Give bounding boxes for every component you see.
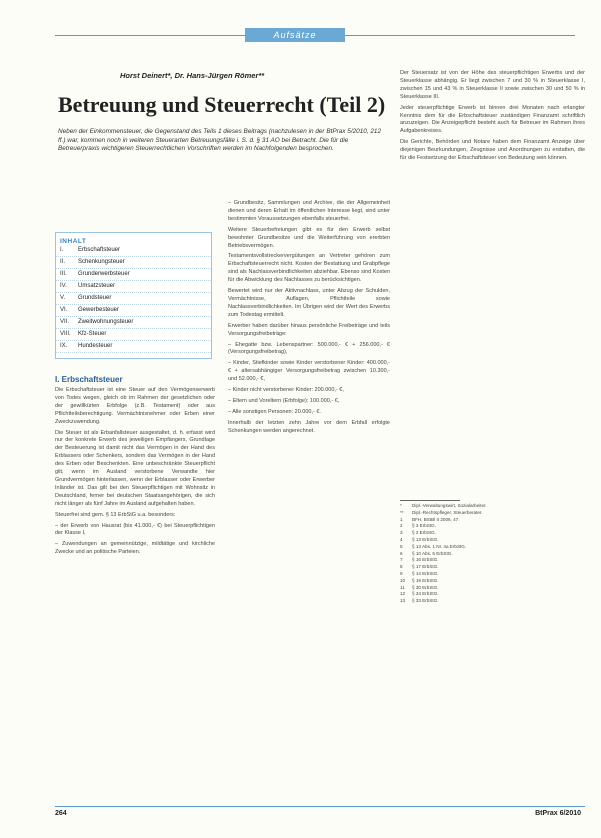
text-column-2 [228, 200, 390, 439]
paragraph: Jeder steuerpflichtige Erwerb ist binnen drei Monaten nach erlangter Kenntnis dem für die Erbschaftsteuer zuständigen Finanzamt schriftlich anzuzeigen. Die Anzeigepflicht besteht auch für Betreuer im Rahmen ihres Aufgabenkreises. [400, 104, 585, 135]
paragraph: Steuerfrei sind gem. § 13 ErbStG u.a. besonders: [55, 511, 176, 518]
footnote-text: § 10 Abs. 5 ErbStG. [412, 550, 453, 556]
toc-item [56, 305, 211, 317]
page-number: 264 [55, 810, 67, 817]
footnote-text: § 16 ErbStG. [412, 557, 439, 563]
toc-number: III. [60, 271, 67, 277]
toc-label: Zweitwohnungsteuer [78, 319, 134, 325]
paragraph: – Ehegatte bzw. Lebenspartner: 500.000,- € + 256.000,- € (Versorgungsfreibetrag), [228, 341, 390, 356]
paragraph: Der Steuersatz ist von der Höhe des steuerpflichtigen Erwerbs und der Steuerklasse abhängig. Er liegt zwischen 7 und 30 % in Steuerklasse I, zwischen 15 und 43 % in Steuerklasse II sowie zwischen 30 und 50 % in Steuerklasse III. [400, 70, 585, 100]
section-label: Aufsätze [245, 28, 345, 42]
footnote [400, 503, 585, 510]
footnote [400, 578, 585, 585]
lead-paragraph: Neben der Einkommensteuer, die Gegenstand des Teils 1 dieses Beitrags (nachzulesen in der BtPrax 5/2010, 212 ff.) war, kommen noch in weiteren Steuerarten Betreuungsfälle i. S. d. § 31 AO bei Betracht. Die für die Betreuerpraxis wichtigeren Steuerrechtlichen Vorschriften werden im Nachfolgenden besprochen. [58, 128, 382, 153]
toc-number: VIII. [60, 331, 71, 337]
toc-item [56, 341, 211, 353]
footnote-text: § 2 ErbStG. [412, 530, 437, 536]
authors: Horst Deinert*, Dr. Hans-Jürgen Römer** [120, 71, 265, 80]
footnote [400, 517, 585, 524]
paragraph: – Eltern und Voreltern (Erbfolge): 100.000,- €, [228, 397, 340, 404]
toc-item [56, 317, 211, 329]
text-column-3 [400, 70, 585, 166]
toc-label: Hundesteuer [78, 343, 113, 349]
footnote-number: 2 [400, 523, 403, 529]
toc-number: VII. [60, 319, 70, 325]
footnote [400, 571, 585, 578]
toc-item [56, 269, 211, 281]
footnote-rule [400, 500, 460, 501]
footnotes [400, 503, 585, 605]
footnote-text: § 33 ErbStG. [412, 598, 439, 604]
journal-name: BtPrax 6/2010 [535, 810, 581, 817]
footnote-number: 1 [400, 516, 403, 522]
footnote-text: § 17 ErbStG. [412, 564, 439, 570]
footnote-number: 6 [400, 550, 403, 556]
footnote-text: Dipl.-Verwaltungswirt, Sozialarbeiter. [412, 503, 487, 508]
paragraph: Die Erbschaftsteuer ist eine Steuer auf den Vermögenserwerb von Todes wegen, gleich ob im Rahmen der gesetzlichen oder der gewillkürten Erbfolge (z.B. Testament) oder aus Pflichtteilsberechtigung. Vermächtnisnehmer oder Erben einer Zweckzuwendung. [55, 387, 215, 425]
toc-label: Schenkungsteuer [78, 259, 125, 265]
paragraph: Innerhalb der letzten zehn Jahre vor dem Erbfall erfolgte Schenkungen werden angerechnet. [228, 419, 390, 434]
footnote-text: § 14 ErbStG. [412, 570, 439, 576]
footnote-number: 9 [400, 570, 403, 576]
toc-label: Grundsteuer [78, 295, 112, 301]
footnote [400, 544, 585, 551]
toc-item [56, 257, 211, 269]
footnote [400, 598, 585, 605]
paragraph: Bewertet wird nur der Aktivnachlass, unter Abzug der Schulden, Vermächtnisse, Auflagen, Pflichtteile sowie Nachlassverbindlichkeiten. Im Übrigen wird der Wert des Erwerbs zum Todestag ermittelt. [228, 288, 390, 318]
footnote [400, 591, 585, 598]
paragraph: – der Erwerb von Hausrat (bis 41.000,- €) bei Steuerpflichtigen der Klasse I, [55, 522, 215, 537]
toc-label: Umsatzsteuer [78, 283, 116, 289]
footnote [400, 551, 585, 558]
footnote-text: § 34 ErbStG. [412, 591, 439, 597]
footer-rule [55, 806, 585, 807]
section-heading: I. Erbschaftsteuer [55, 375, 123, 384]
text-column-1 [55, 387, 215, 560]
footnote-number: 12 [400, 591, 406, 597]
footnote [400, 564, 585, 571]
footnote [400, 510, 585, 517]
footnote-number: 11 [400, 584, 405, 590]
paragraph: – Alle sonstigen Personen: 20.000,- €. [228, 408, 321, 415]
footnote-number: 3 [400, 530, 403, 536]
toc-item [56, 293, 211, 305]
paragraph: – Zuwendungen an gemeinnützige, mildtätige und kirchliche Zwecke und an politische Parteien. [55, 541, 215, 556]
toc-number: IV. [60, 283, 67, 289]
footnote-number: 7 [400, 557, 403, 563]
footnote [400, 585, 585, 592]
footnote [400, 530, 585, 537]
toc-label: Kfz-Steuer [78, 331, 107, 337]
toc-label: Erbschaftsteuer [78, 247, 121, 253]
toc-number: II. [60, 259, 66, 265]
footnote-number: 5 [400, 543, 403, 549]
footnote-text: § 19 ErbStG. [412, 577, 439, 583]
toc-heading: INHALT [60, 238, 87, 245]
footnote-number: 8 [400, 564, 403, 570]
footnote-number: 4 [400, 536, 403, 542]
footnote-number: ** [400, 509, 404, 515]
toc-number: I. [60, 247, 64, 253]
toc-label: Gewerbesteuer [78, 307, 120, 313]
paragraph: Erwerber haben darüber hinaus persönliche Freibeträge und teils Versorgungsfreibeträge: [228, 322, 390, 337]
toc-number: V. [60, 295, 66, 301]
footnote [400, 523, 585, 530]
footnote-text: § 3 ErbStG. [412, 523, 437, 529]
footnote-number: 13 [400, 598, 406, 604]
toc-item [56, 329, 211, 341]
paragraph: Die Steuer ist als Erbanfallsteuer ausgestaltet, d. h. erfasst wird nur der konkrete Erwerb des jeweiligen Empfängers, Grundlage der Besteuerung ist damit nicht das Vermögen in der Hand des Erblassers oder Schenkers, sondern das Vermögen in der Hand des Erben oder Beschenkten. Eine unbeschränkte Steuerpflicht gilt, wenn im Ausland verstorbene Verwandte hier Grundvermögen hinterlassen, wenn der Erblasser oder Erwerber Inländer ist. Das gilt bei den Steuerpflichtigen mit Wohnsitz in Deutschland, ferner bei deutschen Staatsangehörigen, die sich nicht länger als fünf Jahre im Ausland aufgehalten haben. [55, 429, 215, 507]
paragraph: Testamentsvollstreckervergütungen an Vertreter gehören zum Erbschaftsteuerrecht nicht. Kosten der Bestattung und Grabpflege sind als Nachlassverbindlichkeiten abziehbar. Ebenso sind Kosten für die Abwicklung des Nachlasses zu berücksichtigen. [228, 253, 390, 284]
footnote-text: Dipl.-Rechtspfleger, Steuerberater. [412, 509, 483, 515]
footnote-number: * [400, 503, 402, 508]
article-title: Betreuung und Steuerrecht (Teil 2) [58, 92, 386, 117]
paragraph: Weitere Steuerbefreiungen gibt es für den Erwerb selbst bewohnter Grundbesitze und die Weiterführung von ererbten Betriebsvermögen. [228, 226, 390, 249]
paragraph: – Grundbesitz, Sammlungen und Archive, die der Allgemeinheit dienen und deren Erhalt im öffentlichen Interesse liegt, sind unter bestimmten Voraussetzungen ebenfalls steuerfrei. [228, 200, 390, 222]
footnote [400, 557, 585, 564]
footnote-text: § 13 ErbStG. [412, 536, 439, 542]
toc-number: IX. [60, 343, 68, 349]
toc-label: Grunderwerbsteuer [78, 271, 130, 277]
paragraph: Die Gerichte, Behörden und Notare haben dem Finanzamt Anzeige über diejenigen Beurkundungen, Zeugnisse und Anordnungen zu erstatten, die für die Festsetzung der Erbschaftsteuer von Bedeutung sein können. [400, 139, 585, 162]
toc-item [56, 281, 211, 293]
footnote-text: BFH, BStBl II 2006, 47. [412, 516, 460, 522]
paragraph: – Kinder nicht verstorbener Kinder: 200.000,- €, [228, 387, 344, 394]
toc-number: VI. [60, 307, 68, 313]
footnote [400, 537, 585, 544]
footnote-text: § 13 Abs. 1 Nr. 4a ErbStG. [412, 543, 467, 549]
footnote-text: § 30 ErbStG. [412, 584, 439, 590]
toc-item [56, 245, 211, 257]
footnote-number: 10 [400, 577, 406, 583]
paragraph: – Kinder, Stiefkinder sowie Kinder verstorbener Kinder: 400.000,- € + altersabhängiger Versorgungsfreibetrag zwischen 10.300,- und 52.000,- €, [228, 360, 390, 383]
table-of-contents [55, 232, 212, 359]
